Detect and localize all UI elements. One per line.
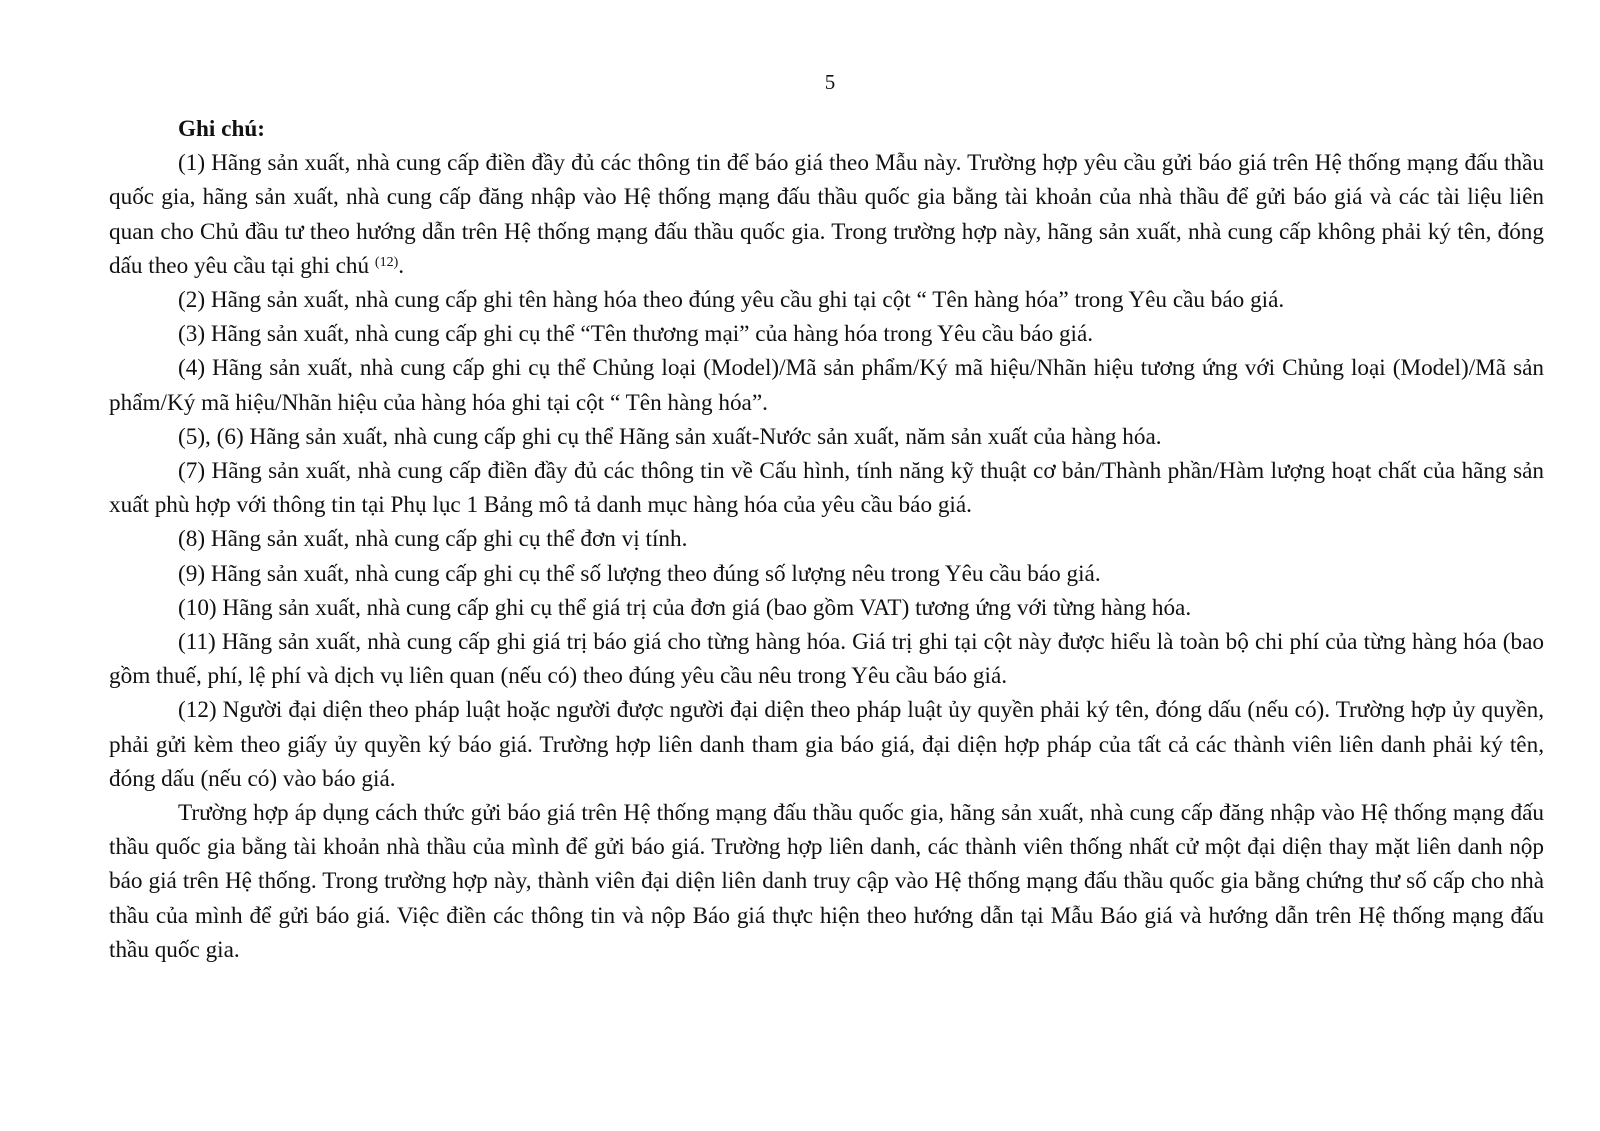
note-7: (7) Hãng sản xuất, nhà cung cấp điền đầy đủ các thông tin về Cấu hình, tính năng kỹ thuật cơ bản/Thành phần/Hàm lượng hoạt chất của hãng sản xuất phù hợp với thông tin tại Phụ lục 1 Bảng mô tả danh mục hàng hóa của yêu cầu báo giá. (109, 458, 1544, 519)
note-8: (8) Hãng sản xuất, nhà cung cấp ghi cụ thể đơn vị tính. (178, 526, 688, 553)
note-12: (12) Người đại diện theo pháp luật hoặc người được người đại diện theo pháp luật ủy quyền phải ký tên, đóng dấu (nếu có). Trường hợp ủy quyền, phải gửi kèm theo giấy ủy quyền ký báo giá. Trường hợp liên danh tham gia báo giá, đại diện hợp pháp của tất cả các thành viên liên danh phải ký tên, đóng dấu (nếu có) vào báo giá. (109, 697, 1544, 792)
notes-section (109, 112, 1544, 967)
note-2: (2) Hãng sản xuất, nhà cung cấp ghi tên hàng hóa theo đúng yêu cầu ghi tại cột “ Tên hàng hóa” trong Yêu cầu báo giá. (178, 287, 1285, 314)
note-1 (109, 146, 1544, 283)
note-1-end: . (398, 252, 405, 279)
page-number: 5 (824, 70, 836, 94)
note-10: (10) Hãng sản xuất, nhà cung cấp ghi cụ thể giá trị của đơn giá (bao gồm VAT) tương ứng với từng hàng hóa. (178, 594, 1192, 621)
online-submission-paragraph: Trường hợp áp dụng cách thức gửi báo giá trên Hệ thống mạng đấu thầu quốc gia, hãng sản xuất, nhà cung cấp đăng nhập vào Hệ thống mạng đấu thầu quốc gia bằng tài khoản nhà thầu của mình để gửi báo giá. Trường hợp liên danh, các thành viên thống nhất cử một đại diện thay mặt liên danh nộp báo giá trên Hệ thống. Trong trường hợp này, thành viên đại diện liên danh truy cập vào Hệ thống mạng đấu thầu quốc gia bằng chứng thư số cấp cho nhà thầu của mình để gửi báo giá. Việc điền các thông tin và nộp Báo giá thực hiện theo hướng dẫn tại Mẫu Báo giá và hướng dẫn trên Hệ thống mạng đấu thầu quốc gia. (109, 800, 1544, 963)
note-1-text: (1) Hãng sản xuất, nhà cung cấp điền đầy đủ các thông tin để báo giá theo Mẫu này. Trường hợp yêu cầu gửi báo giá trên Hệ thống mạng đấu thầu quốc gia, hãng sản xuất, nhà cung cấp đăng nhập vào Hệ thống mạng đấu thầu quốc gia bằng tài khoản của nhà thầu để gửi báo giá và các tài liệu liên quan cho Chủ đầu tư theo hướng dẫn trên Hệ thống mạng đấu thầu quốc gia. Trong trường hợp này, hãng sản xuất, nhà cung cấp không phải ký tên, đóng dấu theo yêu cầu tại ghi chú (109, 150, 1544, 279)
note-4: (4) Hãng sản xuất, nhà cung cấp ghi cụ thể Chủng loại (Model)/Mã sản phẩm/Ký mã hiệu/Nhãn hiệu tương ứng với Chủng loại (Model)/Mã sản phẩm/Ký mã hiệu/Nhãn hiệu của hàng hóa ghi tại cột “ Tên hàng hóa”. (109, 355, 1544, 416)
note-9: (9) Hãng sản xuất, nhà cung cấp ghi cụ thể số lượng theo đúng số lượng nêu trong Yêu cầu báo giá. (178, 560, 1101, 587)
note-1-reference: (12) (374, 254, 399, 270)
notes-heading: Ghi chú: (178, 116, 265, 142)
note-11: (11) Hãng sản xuất, nhà cung cấp ghi giá trị báo giá cho từng hàng hóa. Giá trị ghi tại cột này được hiểu là toàn bộ chi phí của từng hàng hóa (bao gồm thuế, phí, lệ phí và dịch vụ liên quan (nếu có) theo đúng yêu cầu nêu trong Yêu cầu báo giá. (109, 629, 1544, 690)
note-5-6: (5), (6) Hãng sản xuất, nhà cung cấp ghi cụ thể Hãng sản xuất-Nước sản xuất, năm sản xuất của hàng hóa. (178, 423, 1162, 450)
note-3: (3) Hãng sản xuất, nhà cung cấp ghi cụ thể “Tên thương mại” của hàng hóa trong Yêu cầu báo giá. (178, 321, 1094, 348)
